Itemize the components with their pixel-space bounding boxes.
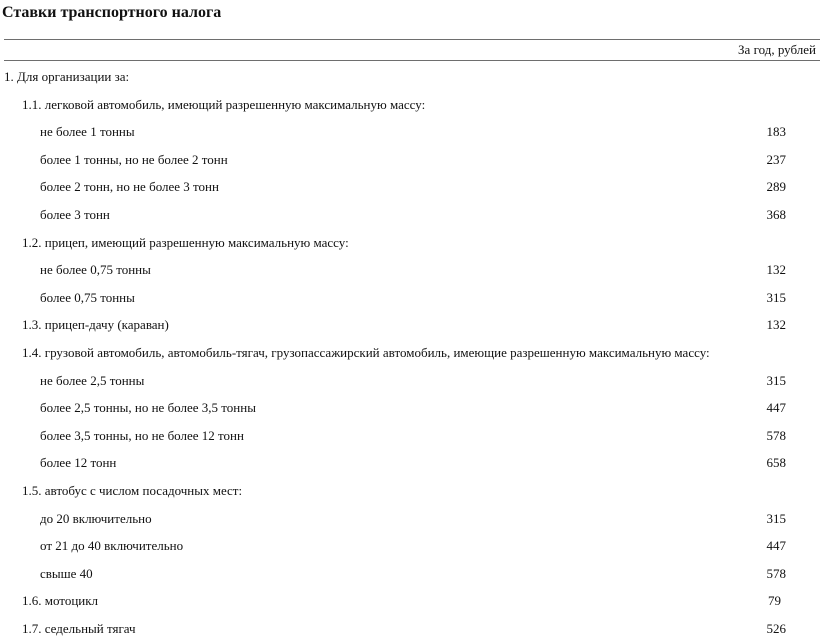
table-row	[0, 116, 820, 144]
subsection-row	[0, 89, 820, 117]
row-label: не более 2,5 тонны	[40, 372, 145, 388]
row-label: 1.2. прицеп, имеющий разрешенную максимальную массу:	[22, 234, 349, 250]
row-label: более 0,75 тонны	[40, 289, 135, 305]
row-value: 578	[766, 565, 786, 581]
row-label: 1.6. мотоцикл	[22, 593, 99, 609]
row-value: 132	[766, 262, 786, 278]
row-label: свыше 40	[40, 565, 93, 581]
row-label: 1. Для организации за:	[4, 69, 130, 84]
table-row	[0, 420, 820, 448]
section-row	[0, 61, 820, 89]
row-value: 289	[766, 179, 786, 195]
row-label: 1.4. грузовой автомобиль, автомобиль-тягач, грузопассажирский автомобиль, имеющие разрешенную максимальную массу:	[22, 344, 710, 360]
row-value: 315	[766, 510, 786, 526]
row-label: более 2,5 тонны, но не более 3,5 тонны	[40, 400, 256, 416]
subsection-row	[0, 337, 820, 365]
row-label: 1.5. автобус с числом посадочных мест:	[22, 482, 243, 498]
row-label: от 21 до 40 включительно	[40, 538, 184, 554]
row-value: 368	[766, 206, 786, 222]
row-value: 132	[766, 317, 786, 333]
row-value: 315	[766, 372, 786, 388]
table-row	[0, 392, 820, 420]
row-value: 578	[766, 427, 786, 443]
subsection-row	[0, 309, 820, 337]
table-row	[0, 199, 820, 227]
column-header-annual-rate: За год, рублей	[738, 42, 816, 57]
tax-rates-table	[0, 61, 820, 640]
row-label: 1.1. легковой автомобиль, имеющий разрешенную максимальную массу:	[22, 96, 426, 112]
row-value: 79	[768, 593, 781, 609]
subsection-row	[0, 585, 820, 613]
table-row	[0, 365, 820, 393]
row-label: более 2 тонн, но не более 3 тонн	[40, 179, 219, 195]
row-label: не более 0,75 тонны	[40, 262, 151, 278]
subsection-row	[0, 227, 820, 255]
table-header	[4, 39, 820, 61]
page-title: Ставки транспортного налога	[2, 4, 222, 21]
subsection-row	[0, 613, 820, 641]
table-row	[0, 558, 820, 586]
subsection-row	[0, 475, 820, 503]
row-label: более 3,5 тонны, но не более 12 тонн	[40, 427, 244, 443]
row-label: не более 1 тонны	[40, 124, 135, 140]
row-value: 315	[766, 289, 786, 305]
row-value: 237	[766, 151, 786, 167]
row-label: 1.7. седельный тягач	[22, 620, 136, 636]
row-label: более 12 тонн	[40, 455, 117, 471]
table-row	[0, 282, 820, 310]
table-row	[0, 171, 820, 199]
table-row	[0, 530, 820, 558]
row-label: более 1 тонны, но не более 2 тонн	[40, 151, 228, 167]
row-label: 1.3. прицеп-дачу (караван)	[22, 317, 169, 333]
row-value: 447	[766, 538, 786, 554]
row-label: более 3 тонн	[40, 206, 110, 222]
row-value: 526	[766, 620, 786, 636]
table-row	[0, 254, 820, 282]
row-label: до 20 включительно	[40, 510, 152, 526]
table-row	[0, 503, 820, 531]
row-value: 447	[766, 400, 786, 416]
table-row	[0, 447, 820, 475]
row-value: 658	[766, 455, 786, 471]
table-row	[0, 144, 820, 172]
row-value: 183	[766, 124, 786, 140]
